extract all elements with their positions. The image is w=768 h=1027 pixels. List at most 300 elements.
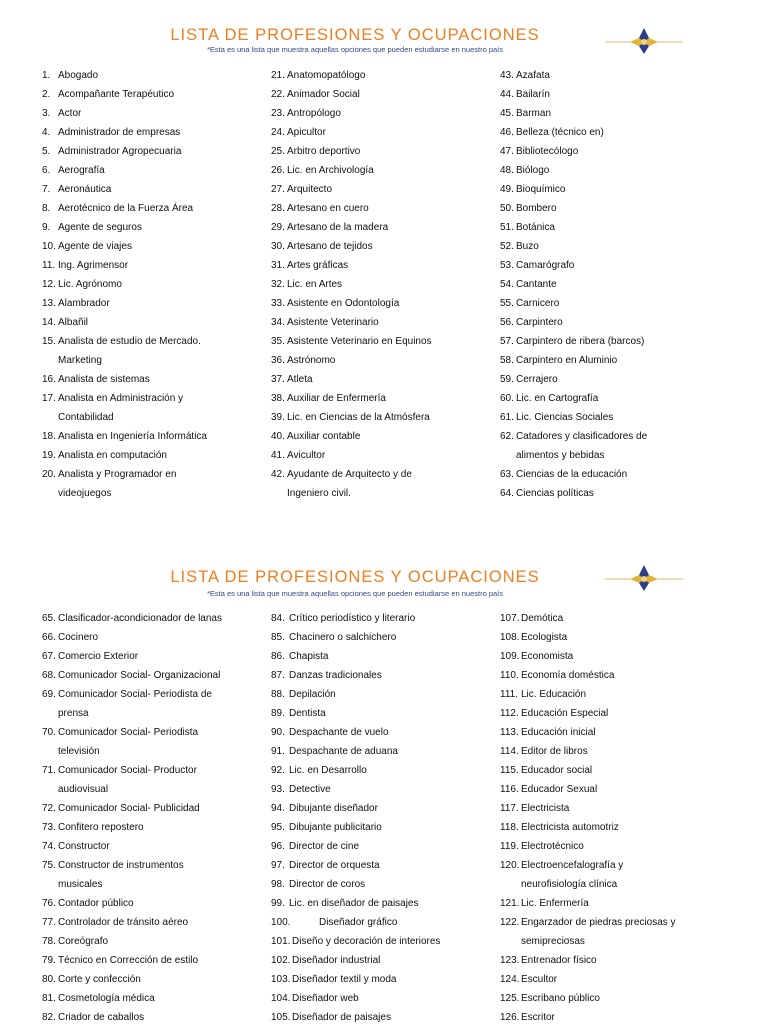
item-number: 2. [42,89,51,100]
list-item [271,723,493,742]
page-subtitle: *Esta es una lista que muestra aquellas opciones que pueden estudiarse en nuestro país [206,45,504,54]
list-item [271,389,493,408]
item-number: 7. [42,184,51,195]
list-item [271,199,493,218]
list-item [42,932,267,951]
item-number: 99. [271,898,285,909]
list-item [271,427,493,446]
item-label: Despachante de aduana [289,746,398,757]
item-label: Ingeniero civil. [287,488,351,499]
item-number: 55. [500,298,514,309]
list-item-continuation [42,704,267,723]
list-item [42,666,267,685]
item-number: 76. [42,898,56,909]
item-number: 63. [500,469,514,480]
item-label: Electricista automotriz [521,822,619,833]
list-item [271,761,493,780]
item-label: musicales [58,879,103,890]
list-item [500,856,725,875]
item-label: Dibujante diseñador [289,803,378,814]
list-item [271,123,493,142]
item-label: Antropólogo [287,108,341,119]
item-number: 5. [42,146,51,157]
item-number: 13. [42,298,56,309]
item-number: 100. [271,917,291,928]
item-number: 3. [42,108,51,119]
list-item [500,275,725,294]
item-label: Contabilidad [58,412,114,423]
list-item [42,818,267,837]
logo-icon [603,564,685,592]
list-item [271,666,493,685]
item-number: 15. [42,336,56,347]
list-item [500,989,725,1008]
item-label: Arbitro deportivo [287,146,361,157]
item-label: Depilación [289,689,336,700]
list-item [500,780,725,799]
item-number: 12. [42,279,56,290]
item-number: 56. [500,317,514,328]
item-number: 39. [271,412,285,423]
item-label: Lic. Educación [521,689,587,700]
item-label: Lic. Ciencias Sociales [516,412,614,423]
item-number: 51. [500,222,514,233]
item-number: 46. [500,127,514,138]
item-label: Buzo [516,241,539,252]
item-number: 17. [42,393,56,404]
list-item [271,294,493,313]
item-label: Director de cine [289,841,360,852]
list-item [500,408,725,427]
item-label: Astrónomo [287,355,336,366]
list-item [271,313,493,332]
item-number: 61. [500,412,514,423]
item-label: Cosmetología médica [58,993,155,1004]
item-label: Actor [58,108,82,119]
list-item [42,85,257,104]
item-number: 93. [271,784,285,795]
item-label: Educador social [521,765,593,776]
list-item-continuation [271,484,493,503]
item-number: 20. [42,469,56,480]
profession-column [500,66,725,503]
item-label: Avicultor [287,450,326,461]
list-item [42,332,257,351]
profession-column [271,609,493,1027]
item-number: 121. [500,898,520,909]
list-item [271,1008,493,1027]
item-number: 92. [271,765,285,776]
item-label: Lic. Enfermería [521,898,589,909]
item-number: 47. [500,146,514,157]
list-item [42,142,257,161]
item-label: Coreógrafo [58,936,109,947]
item-number: 122. [500,917,520,928]
item-label: Barman [516,108,552,119]
item-number: 89. [271,708,285,719]
item-number: 70. [42,727,56,738]
list-item [271,142,493,161]
list-item [271,161,493,180]
item-number: 114. [500,746,519,757]
item-label: Dentista [289,708,326,719]
item-label: televisión [58,746,100,757]
item-label: Director de orquesta [289,860,380,871]
item-number: 48. [500,165,514,176]
item-label: Biólogo [516,165,550,176]
list-item [500,351,725,370]
list-item [42,123,257,142]
item-number: 37. [271,374,285,385]
list-item [500,465,725,484]
item-number: 117. [500,803,519,814]
item-number: 101. [271,936,291,947]
list-item [500,818,725,837]
item-label: Auxiliar de Enfermería [287,393,386,404]
item-label: Comercio Exterior [58,651,139,662]
item-label: Diseñador web [292,993,359,1004]
list-item [271,894,493,913]
item-number: 16. [42,374,56,385]
item-number: 34. [271,317,285,328]
item-number: 26. [271,165,285,176]
item-label: Detective [289,784,331,795]
item-number: 107. [500,613,520,624]
list-item [42,989,267,1008]
list-item [500,742,725,761]
item-label: videojuegos [58,488,112,499]
item-label: Bailarín [516,89,550,100]
item-label: Bombero [516,203,557,214]
item-number: 90. [271,727,285,738]
list-item [42,685,267,704]
item-number: 59. [500,374,514,385]
list-item [500,294,725,313]
item-number: 82. [42,1012,56,1023]
list-item [500,685,725,704]
list-item-continuation [42,351,257,370]
item-number: 53. [500,260,514,271]
list-item [42,275,257,294]
item-label: Técnico en Corrección de estilo [58,955,199,966]
item-label: Diseñador de paisajes [292,1012,391,1023]
item-number: 31. [271,260,285,271]
item-number: 35. [271,336,285,347]
list-item [42,313,257,332]
item-label: Analista de estudio de Mercado. [58,336,201,347]
item-label: Carpintero [516,317,563,328]
list-item [42,628,267,647]
list-item [500,370,725,389]
item-number: 10. [42,241,56,252]
item-number: 69. [42,689,56,700]
list-item [271,932,493,951]
list-item [500,389,725,408]
item-number: 110. [500,670,519,681]
item-label: Electrotécnico [521,841,584,852]
item-label: Chapista [289,651,329,662]
item-label: Aeronáutica [58,184,112,195]
item-label: Artesano de tejidos [287,241,373,252]
list-item-continuation [500,446,725,465]
item-number: 11. [42,260,56,271]
item-number: 97. [271,860,285,871]
item-label: Carnicero [516,298,560,309]
list-item-continuation [42,408,257,427]
item-label: neurofisiología clínica [521,879,618,890]
list-item-continuation [42,780,267,799]
logo-icon [603,27,685,55]
item-label: Engarzador de piedras preciosas y [521,917,676,928]
item-label: Camarógrafo [516,260,575,271]
list-item-continuation [500,875,725,894]
list-item [500,628,725,647]
list-item [500,704,725,723]
item-number: 1. [42,70,51,81]
list-item [500,837,725,856]
item-label: Criador de caballos [58,1012,145,1023]
list-item [500,66,725,85]
item-label: Agente de viajes [58,241,132,252]
item-number: 119. [500,841,519,852]
item-number: 36. [271,355,285,366]
list-item [42,970,267,989]
list-item [42,427,257,446]
list-item [500,647,725,666]
item-number: 94. [271,803,285,814]
list-item [271,780,493,799]
item-label: Chacinero o salchichero [289,632,397,643]
item-label: Despachante de vuelo [289,727,389,738]
list-item [500,218,725,237]
item-number: 81. [42,993,56,1004]
list-item-continuation [42,484,257,503]
item-number: 8. [42,203,51,214]
item-number: 79. [42,955,56,966]
list-item [271,856,493,875]
list-item [271,837,493,856]
item-label: Agente de seguros [58,222,142,233]
page-title: LISTA DE PROFESIONES Y OCUPACIONES [170,568,540,586]
item-number: 38. [271,393,285,404]
item-label: Administrador de empresas [58,127,181,138]
list-item [500,894,725,913]
list-item [271,180,493,199]
list-item [271,647,493,666]
item-label: audiovisual [58,784,109,795]
item-number: 66. [42,632,56,643]
item-label: Entrenador físico [521,955,597,966]
item-label: Ing. Agrimensor [58,260,129,271]
list-item [271,970,493,989]
list-item [271,465,493,484]
item-number: 104. [271,993,291,1004]
item-number: 52. [500,241,514,252]
item-number: 115. [500,765,519,776]
item-label: Electricista [521,803,570,814]
item-number: 71. [42,765,56,776]
list-item [271,628,493,647]
item-number: 105. [271,1012,291,1023]
item-number: 96. [271,841,285,852]
item-label: semipreciosas [521,936,585,947]
item-label: Confitero repostero [58,822,144,833]
list-item-continuation [42,875,267,894]
list-item [500,1008,725,1027]
item-label: prensa [58,708,89,719]
list-item [500,761,725,780]
item-label: Aerografía [58,165,105,176]
item-label: Corte y confección [58,974,141,985]
list-item [500,723,725,742]
list-item [500,609,725,628]
item-number: 49. [500,184,514,195]
list-item [271,370,493,389]
item-label: Diseñador gráfico [319,917,398,928]
item-number: 43. [500,70,514,81]
item-label: Electroencefalografía y [521,860,624,871]
list-item [42,294,257,313]
item-number: 86. [271,651,285,662]
item-number: 75. [42,860,56,871]
item-label: Carpintero en Aluminio [516,355,618,366]
item-label: alimentos y bebidas [516,450,605,461]
list-item [271,256,493,275]
item-label: Lic. en Archivología [287,165,374,176]
item-number: 23. [271,108,285,119]
item-number: 118. [500,822,519,833]
item-label: Alambrador [58,298,110,309]
item-label: Educador Sexual [521,784,598,795]
item-label: Cerrajero [516,374,558,385]
item-number: 44. [500,89,514,100]
list-item [42,104,257,123]
item-number: 50. [500,203,514,214]
list-item [500,199,725,218]
item-number: 32. [271,279,285,290]
item-label: Contador público [58,898,134,909]
item-label: Dibujante publicitario [289,822,382,833]
list-item [500,313,725,332]
list-item [42,894,267,913]
list-item [500,799,725,818]
item-number: 33. [271,298,285,309]
item-label: Escribano público [521,993,600,1004]
list-item [271,818,493,837]
item-label: Lic. en Artes [287,279,343,290]
list-item [42,913,267,932]
list-item [271,989,493,1008]
list-item [500,332,725,351]
list-item [42,370,257,389]
item-label: Carpintero de ribera (barcos) [516,336,645,347]
item-number: 60. [500,393,514,404]
item-number: 74. [42,841,56,852]
item-number: 123. [500,955,520,966]
item-number: 80. [42,974,56,985]
item-label: Lic. en diseñador de paisajes [289,898,419,909]
item-number: 21. [271,70,285,81]
item-number: 30. [271,241,285,252]
list-item [500,427,725,446]
profession-column [500,609,725,1027]
page-title: LISTA DE PROFESIONES Y OCUPACIONES [170,26,540,44]
list-item [271,704,493,723]
list-item [42,761,267,780]
item-label: Clasificador-acondicionador de lanas [58,613,222,624]
profession-column [42,66,257,503]
item-label: Belleza (técnico en) [516,127,604,138]
item-number: 77. [42,917,56,928]
item-label: Diseñador industrial [292,955,381,966]
item-label: Acompañante Terapéutico [58,89,175,100]
list-item [271,332,493,351]
item-label: Ayudante de Arquitecto y de [287,469,412,480]
list-item [500,180,725,199]
item-number: 54. [500,279,514,290]
item-label: Arquitecto [287,184,333,195]
item-label: Educación inicial [521,727,596,738]
item-number: 14. [42,317,56,328]
list-item [42,446,257,465]
item-label: Administrador Agropecuaria [58,146,182,157]
list-item [271,742,493,761]
item-number: 24. [271,127,285,138]
item-label: Analista y Programador en [58,469,177,480]
item-number: 88. [271,689,285,700]
item-number: 28. [271,203,285,214]
list-item [271,446,493,465]
item-label: Comunicador Social- Periodista [58,727,199,738]
item-number: 103. [271,974,291,985]
item-number: 108. [500,632,520,643]
item-label: Azafata [516,70,550,81]
item-number: 112. [500,708,519,719]
list-item [500,484,725,503]
item-number: 65. [42,613,56,624]
item-label: Catadores y clasificadores de [516,431,648,442]
item-label: Auxiliar contable [287,431,361,442]
item-number: 62. [500,431,514,442]
list-item [42,199,257,218]
list-item [271,609,493,628]
list-item [42,180,257,199]
item-label: Artes gráficas [287,260,349,271]
list-item [271,66,493,85]
item-label: Analista en Ingeniería Informática [58,431,207,442]
item-number: 125. [500,993,520,1004]
item-number: 73. [42,822,56,833]
item-number: 67. [42,651,56,662]
item-label: Bioquímico [516,184,566,195]
item-number: 120. [500,860,520,871]
list-item [271,218,493,237]
item-number: 78. [42,936,56,947]
list-item [500,666,725,685]
item-number: 40. [271,431,285,442]
item-number: 64. [500,488,514,499]
list-item [42,256,257,275]
item-number: 124. [500,974,520,985]
list-item-continuation [42,742,267,761]
item-number: 109. [500,651,520,662]
item-label: Animador Social [287,89,360,100]
item-number: 87. [271,670,285,681]
item-label: Ecologista [521,632,568,643]
item-label: Marketing [58,355,102,366]
item-label: Atleta [287,374,313,385]
item-label: Analista en Administración y [58,393,184,404]
